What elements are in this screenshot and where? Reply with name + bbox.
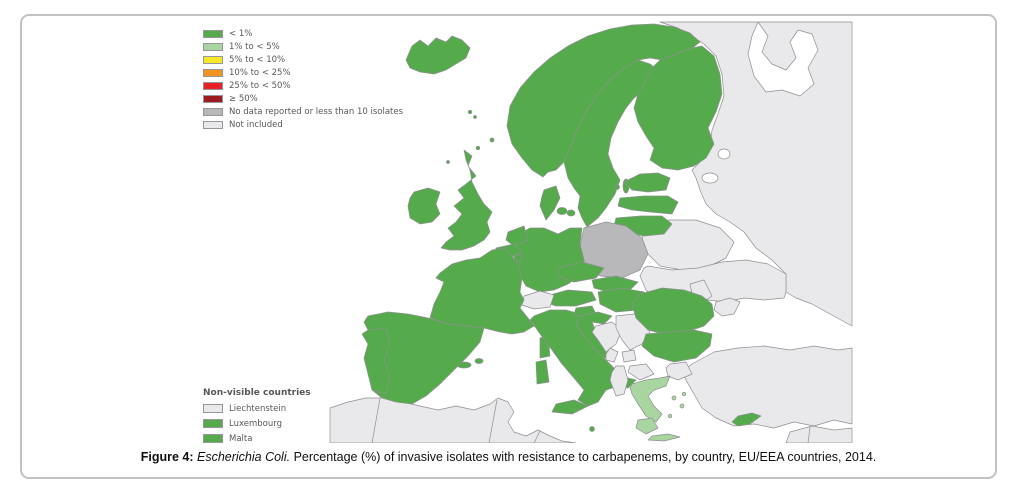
map-country-estonia	[624, 173, 670, 192]
non-visible-countries-title: Non-visible countries	[203, 388, 311, 398]
map-country-turkey	[682, 346, 852, 428]
legend-swatch-malta	[203, 434, 223, 443]
legend-swatch-no-data	[203, 108, 223, 116]
lake-onega	[718, 149, 730, 159]
map-islands-balearic	[457, 362, 471, 368]
map-islands-aegean-3	[668, 414, 672, 418]
map-island-saaremaa	[615, 185, 620, 190]
map-region-north-africa	[330, 398, 576, 443]
legend-swatch-10to25	[203, 69, 223, 77]
non-visible-countries-legend	[203, 385, 311, 446]
map-country-ireland	[408, 188, 440, 224]
caption-text: Percentage (%) of invasive isolates with resistance to carbapenems, by country, EU/EEA countries, 2014.	[293, 450, 877, 464]
map-islands-balearic-2	[475, 359, 483, 364]
legend-item	[203, 66, 403, 79]
legend-label: < 1%	[229, 28, 253, 39]
legend-item	[203, 401, 311, 416]
map-island-crete	[648, 434, 680, 441]
map-island-zealand	[557, 208, 567, 215]
legend-label: 10% to < 25%	[229, 67, 291, 78]
legend-label: Malta	[229, 433, 253, 444]
map-islands-orkney	[476, 146, 480, 150]
map-country-iceland	[406, 36, 470, 74]
legend-swatch-lt1	[203, 30, 223, 38]
map-country-united-kingdom	[441, 150, 492, 250]
legend-swatch-luxembourg	[203, 419, 223, 428]
map-island-sardinia	[536, 360, 549, 384]
legend-label: Luxembourg	[229, 418, 282, 429]
legend-label: 5% to < 10%	[229, 54, 286, 65]
legend-item	[203, 79, 403, 92]
map-country-latvia	[618, 196, 678, 214]
legend-item	[203, 27, 403, 40]
map-country-bulgaria	[642, 330, 712, 362]
legend-swatch-5to10	[203, 56, 223, 64]
caption-prefix: Figure 4:	[140, 450, 197, 464]
caption-species: Escherichia Coli.	[196, 450, 294, 464]
map-islands-aegean-4	[682, 392, 686, 396]
map-islands-aegean	[672, 396, 676, 400]
map-country-albania	[610, 366, 628, 396]
legend-item	[203, 416, 311, 431]
legend-label: 25% to < 50%	[229, 80, 291, 91]
legend-item	[203, 53, 403, 66]
map-islands-aegean-2	[680, 404, 684, 408]
legend-item	[203, 105, 403, 118]
legend-label: No data reported or less than 10 isolates	[229, 106, 404, 117]
legend	[203, 27, 403, 131]
map-islands-faroe-2	[474, 116, 477, 119]
map-region-middle-east	[786, 426, 852, 443]
map-country-switzerland	[522, 291, 554, 309]
legend-label: 1% to < 5%	[229, 41, 280, 52]
map-islands-hebrides	[447, 161, 450, 164]
legend-swatch-ge50	[203, 95, 223, 103]
map-country-north-macedonia	[628, 364, 654, 380]
map-country-greece	[630, 376, 670, 422]
legend-item	[203, 92, 403, 105]
legend-label: Not included	[229, 119, 283, 130]
map-island-funen	[567, 210, 575, 216]
map-islands-shetland	[490, 138, 494, 142]
legend-label: Liechtenstein	[229, 403, 287, 414]
lake-ladoga	[702, 173, 718, 183]
legend-swatch-25to50	[203, 82, 223, 90]
map-islands-faroe	[468, 110, 472, 114]
legend-swatch-1to5	[203, 43, 223, 51]
map-country-denmark	[540, 186, 560, 220]
legend-label: ≥ 50%	[229, 93, 258, 104]
map-country-malta	[590, 427, 595, 432]
legend-item	[203, 431, 311, 446]
legend-item	[203, 40, 403, 53]
legend-swatch-not-included	[203, 121, 223, 129]
map-country-kosovo	[622, 350, 636, 362]
legend-swatch-liechtenstein	[203, 404, 223, 413]
figure-caption	[20, 450, 997, 464]
legend-item	[203, 118, 403, 131]
